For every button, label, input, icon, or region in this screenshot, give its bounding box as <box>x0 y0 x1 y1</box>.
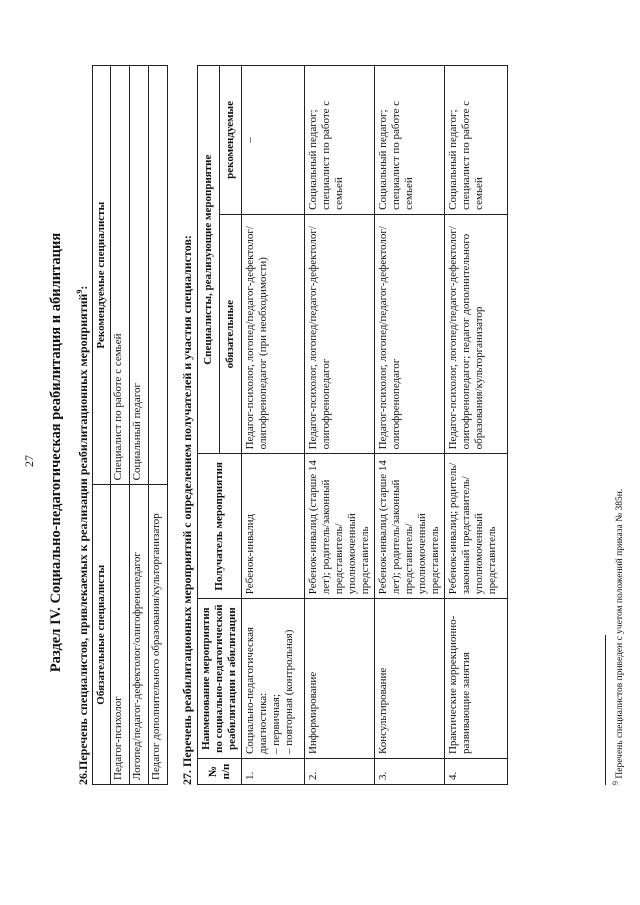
footnote <box>611 489 625 785</box>
specialists-table <box>92 65 168 785</box>
measure-name: Консультирование <box>375 599 445 759</box>
recommended-cell: Социальный педагог; специалист по работе с семьей <box>305 66 375 215</box>
table-row <box>242 66 305 785</box>
required-cell: Педагог-психолог, логопед/педагог-дефектолог/олигофренопедагог; педагог дополнительного образования/культорганизатор <box>445 214 508 454</box>
recipient-cell: Ребенок-инвалид; родитель/законный представитель/уполномоченный представитель <box>445 454 508 599</box>
footnote-mark: 9 <box>75 289 84 294</box>
recommended-cell <box>149 66 168 485</box>
col-number: № п/п <box>198 759 242 785</box>
recipient-cell: Ребенок-инвалид <box>242 454 305 599</box>
item26-heading-text: 26.Перечень специалистов, привлекаемых к реализации реабилитационных мероприятий <box>76 293 90 785</box>
row-number: 1. <box>242 759 305 785</box>
table-row <box>445 66 508 785</box>
table-row <box>130 66 149 785</box>
required-cell: Педагог-психолог, логопед/педагог-дефектолог/олигофренопедагог (при необходимости) <box>242 214 305 454</box>
table-row <box>111 66 130 785</box>
table-row <box>149 66 168 785</box>
section-title: Раздел IV. Социально-педагогическая реабилитация и абилитация <box>48 232 64 673</box>
col-required: обязательные <box>220 214 242 454</box>
measure-name-text: Социально-педагогическая диагностика: <box>244 626 269 755</box>
required-cell: Педагог-психолог, логопед/педагог-дефектолог/олигофренопедагог <box>375 214 445 454</box>
table-row <box>305 66 375 785</box>
measure-name: Информирование <box>305 599 375 759</box>
recommended-cell: Социальный педагог; специалист по работе с семьей <box>445 66 508 215</box>
measure-sub-item: – повторная (контрольная) <box>283 629 295 755</box>
row-number: 2. <box>305 759 375 785</box>
col-measure-name: Наименование мероприятия по социально-педагогической реабилитации и абилитации <box>198 599 242 759</box>
col-specialists: Специалисты, реализующие мероприятие <box>198 66 220 454</box>
measure-name <box>242 599 305 759</box>
col-recipient: Получатель мероприятия <box>198 454 242 599</box>
item27-heading: 27. Перечень реабилитационных мероприятий с определением получателей и участия специалистов: <box>180 235 194 785</box>
required-cell: Педагог-психолог, логопед/педагог-дефектолог/олигофренопедагог <box>305 214 375 454</box>
table-row <box>375 66 445 785</box>
footnote-text: Перечень специалистов приведен с учетом положений приказа № 385н. <box>615 488 626 779</box>
page-number: 27 <box>22 455 36 467</box>
required-cell: Педагог дополнительного образования/культорганизатор <box>149 485 168 785</box>
required-cell: Педагог-психолог <box>111 485 130 785</box>
recipient-cell: Ребенок-инвалид (старше 14 лет); родитель/законный представитель/уполномоченный представитель <box>375 454 445 599</box>
recommended-cell: Социальный педагог; специалист по работе с семьей <box>375 66 445 215</box>
col-recommended: рекомендуемые <box>220 66 242 215</box>
col-required-specialists: Обязательные специалисты <box>93 485 111 785</box>
measure-sub-item: – первичная; <box>270 694 282 755</box>
row-number: 3. <box>375 759 445 785</box>
recommended-cell: Социальный педагог <box>130 66 149 485</box>
footnote-divider <box>605 635 606 785</box>
measures-table <box>197 65 508 785</box>
col-recommended-specialists: Рекомендуемые специалисты <box>93 66 111 485</box>
footnote-mark: 9 <box>611 781 620 785</box>
recipient-cell: Ребенок-инвалид (старше 14 лет); родитель/законный представитель/уполномоченный представитель <box>305 454 375 599</box>
row-number: 4. <box>445 759 508 785</box>
required-cell: Логопед/педагог-дефектолог/олигофренопедагог <box>130 485 149 785</box>
recommended-cell: – <box>242 66 305 215</box>
measure-name: Практические коррекционно-развивающие занятия <box>445 599 508 759</box>
item26-heading: 26.Перечень специалистов, привлекаемых к реализации реабилитационных мероприятий$^9$: <box>75 285 90 785</box>
recommended-cell: Специалист по работе с семьей <box>111 66 130 485</box>
